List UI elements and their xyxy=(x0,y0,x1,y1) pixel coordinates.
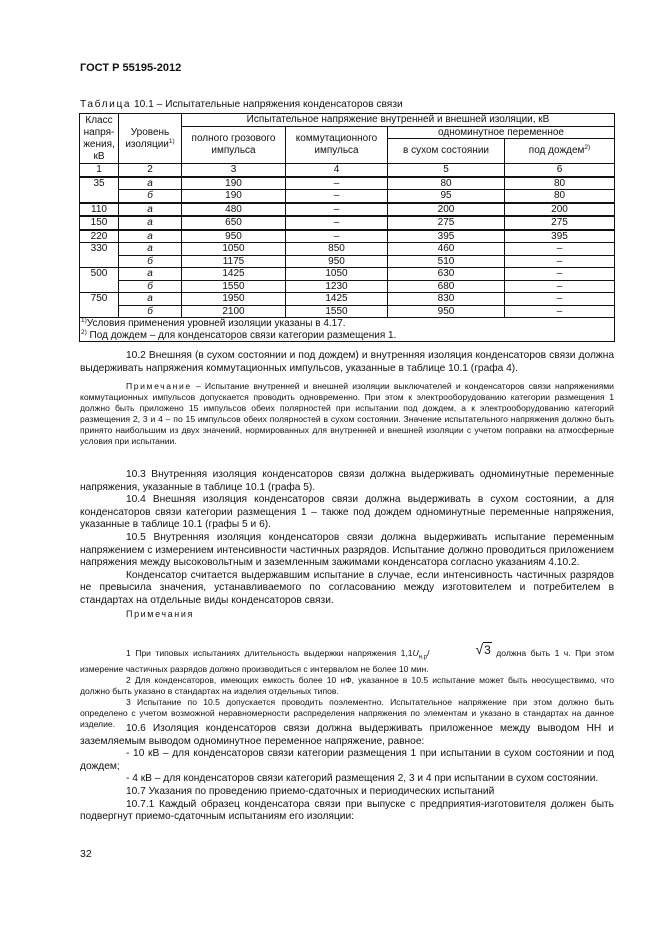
cell-switching: 1050 xyxy=(286,268,388,281)
cell-rain: – xyxy=(505,255,615,268)
cell-rain: – xyxy=(505,293,615,306)
cell-lightning: 1175 xyxy=(182,255,286,268)
cell-switching: 1230 xyxy=(286,280,388,293)
note-10-2: Примечание – Испытание внутренней и внешней изоляции выключателей и конденсаторов связи напряжениями коммутационных импульсов допускается проводить одновременно. При этом к электрооборудованию категории размещения 1 должно быть приложено 15 импульсов обеих полярностей при испытании под дождем, а к электрооборудованию категорий размещения 2, 3 и 4 – по 15 импульсов обеих полярностей в сухом состоянии. Значение испытательного напряжения должно быть принято наибольшим из двух значений, нормированных для внутренней и внешней изоляции с учетом поправки на атмосферные условия при испытании. xyxy=(80,381,614,446)
cell-dry: 630 xyxy=(388,268,505,281)
paragraph-10-5b: Конденсатор считается выдержавшим испытание в случае, если интенсивность частичных разрядов не превысила значения, устанавливаемого по согласованию между изготовителем и потребителем в стандартах на отдельные виды конденсаторов связи. xyxy=(80,569,614,606)
cell-switching: – xyxy=(286,216,388,230)
table-caption xyxy=(80,99,403,110)
header-switching: коммутационного импульса xyxy=(286,126,388,164)
cell-level: а xyxy=(119,230,182,243)
test-voltage-table xyxy=(79,113,615,342)
notes-10-5 xyxy=(80,641,614,730)
header-lightning: полного грозового импульса xyxy=(182,126,286,164)
cell-class: 500 xyxy=(80,268,119,293)
paragraph-10-3: 10.3 Внутренняя изоляция конденсаторов связи должна выдерживать одноминутные переменные напряжения, указанные в таблице 10.1 (графа 5). xyxy=(80,469,614,493)
paragraph-10-4: 10.4 Внешняя изоляция конденсаторов связи должна выдерживать в сухом состоянии, а для конденсаторов связи категории размещения 1 – также под дождем одноминутные переменные напряжения, указанные в таблице 10.1 (графы 5 и 6). xyxy=(80,494,614,531)
paragraph-10-6: 10.6 Изоляция конденсаторов связи должна выдерживать приложенное между выводом НН и заземляемым выводом одноминутное переменное напряжение, равное: xyxy=(80,723,614,747)
table-row xyxy=(80,203,615,217)
cell-dry: 95 xyxy=(388,190,505,203)
cell-lightning: 950 xyxy=(182,230,286,243)
cell-lightning: 1950 xyxy=(182,293,286,306)
header-level: Уровень изоляции$^{1)}$ xyxy=(119,114,182,164)
cell-class: 220 xyxy=(80,230,119,243)
table-row xyxy=(80,177,615,190)
cell-rain: – xyxy=(505,268,615,281)
paragraph-10-2: 10.2 Внешняя (в сухом состоянии и под дождем) и внутренняя изоляция конденсаторов связи должна выдерживать напряжения коммутационных импульсов, указанные в таблице 10.1 (графа 4). xyxy=(80,350,614,374)
cell-switching: 950 xyxy=(286,255,388,268)
col-num: 3 xyxy=(182,164,286,177)
paragraph-10-7: 10.7 Указания по проведению приемо-сдаточных и периодических испытаний xyxy=(126,785,495,797)
cell-rain: 80 xyxy=(505,190,615,203)
cell-dry: 200 xyxy=(388,203,505,217)
table-row xyxy=(80,216,615,230)
cell-lightning: 190 xyxy=(182,190,286,203)
cell-lightning: 1425 xyxy=(182,268,286,281)
table-row xyxy=(80,280,615,293)
footnote-2: $^{2)}$ Под дождем – для конденсаторов связи категории размещения 1. xyxy=(81,328,397,341)
cell-level: б xyxy=(119,190,182,203)
cell-rain: 200 xyxy=(505,203,615,217)
cell-switching: 1550 xyxy=(286,305,388,318)
cell-dry: 275 xyxy=(388,216,505,230)
cell-level: а xyxy=(119,243,182,256)
col-num: 4 xyxy=(286,164,388,177)
document-header: ГОСТ Р 55195-2012 xyxy=(80,62,182,74)
cell-rain: 395 xyxy=(505,230,615,243)
header-class: Класс напря-жения, кВ xyxy=(80,114,119,164)
cell-level: а xyxy=(119,293,182,306)
cell-lightning: 190 xyxy=(182,177,286,190)
cell-level: а xyxy=(119,216,182,230)
header-dry: в сухом состоянии xyxy=(388,139,505,164)
cell-rain: – xyxy=(505,305,615,318)
paragraph-10-5: 10.5 Внутренняя изоляция конденсаторов связи должна выдерживать испытание переменным напряжением с измерением интенсивности частичных разрядов. Испытание должно проводиться приложением напряжения между высоковольтным и заземленным зажимами конденсатора согласно указаниям 4.10.2. xyxy=(80,531,614,569)
col-num: 1 xyxy=(80,164,119,177)
sqrt-symbol: √3 xyxy=(475,641,491,657)
note-2: 2 Для конденсаторов, имеющих емкость более 10 нФ, указанное в 10.5 испытание может быть неосуществимо, что должно быть указано в стандартах на изделия отдельных типов. xyxy=(80,674,614,696)
cell-switching: 1425 xyxy=(286,293,388,306)
note-1: 1 При типовых испытаниях длительность выдержки напряжения $1,1U_{н.р}/$ √3 должна быть 1 ч. При этом измерение частичных разрядов должно производиться с интервалом не более 10 мин. xyxy=(80,641,614,674)
col-num: 2 xyxy=(119,164,182,177)
col-num: 5 xyxy=(388,164,505,177)
cell-level: б xyxy=(119,305,182,318)
cell-level: б xyxy=(119,280,182,293)
cell-rain: 275 xyxy=(505,216,615,230)
table-footnotes xyxy=(80,318,615,342)
paragraph-10-6b: - 4 кВ – для конденсаторов связи категорий размещения 2, 3 и 4 при испытании в сухом состоянии. xyxy=(126,773,599,785)
cell-class: 750 xyxy=(80,293,119,318)
cell-rain: – xyxy=(505,243,615,256)
footnote-1: $^{1)}$Условия применения уровней изоляции указаны в 4.17. xyxy=(81,317,346,329)
cell-dry: 510 xyxy=(388,255,505,268)
paragraph-10-7-1: 10.7.1 Каждый образец конденсатора связи при выпуске с предприятия-изготовителя должен быть подвергнут приемо-сдаточным испытаниям его изоляции: xyxy=(80,798,614,823)
cell-level: а xyxy=(119,177,182,190)
table-row xyxy=(80,190,615,203)
cell-level: а xyxy=(119,268,182,281)
cell-switching: – xyxy=(286,177,388,190)
cell-dry: 680 xyxy=(388,280,505,293)
paragraph-10-6a: - 10 кВ – для конденсаторов связи категории размещения 1 при испытании в сухом состоянии и под дождем; xyxy=(80,748,614,772)
table-row xyxy=(80,230,615,243)
cell-lightning: 650 xyxy=(182,216,286,230)
cell-dry: 80 xyxy=(388,177,505,190)
section-10-6-to-10-7 xyxy=(80,723,614,824)
table-row xyxy=(80,255,615,268)
cell-lightning: 1050 xyxy=(182,243,286,256)
cell-level: а xyxy=(119,203,182,217)
table-caption-label: Таблица xyxy=(80,99,132,110)
header-one-minute: одноминутное переменное xyxy=(388,126,615,139)
cell-class: 150 xyxy=(80,216,119,230)
note-3: 3 Испытание по 10.5 допускается проводить поэлементно. Испытательное напряжение при этом должно быть определено с учетом возможной неравномерности распределения напряжения по элементам и указано в стандартах на данное изделие. xyxy=(80,696,614,729)
table-row xyxy=(80,305,615,318)
header-rain: под дождем$^{2)}$ xyxy=(505,139,615,164)
table-caption-text: 10.1 – Испытательные напряжения конденсаторов связи xyxy=(131,99,403,110)
cell-dry: 950 xyxy=(388,305,505,318)
cell-switching: 850 xyxy=(286,243,388,256)
cell-switching: – xyxy=(286,230,388,243)
cell-dry: 830 xyxy=(388,293,505,306)
cell-lightning: 1550 xyxy=(182,280,286,293)
cell-dry: 460 xyxy=(388,243,505,256)
cell-class: 35 xyxy=(80,177,119,203)
cell-switching: – xyxy=(286,190,388,203)
table-row xyxy=(80,243,615,256)
cell-dry: 395 xyxy=(388,230,505,243)
cell-rain: – xyxy=(505,280,615,293)
cell-lightning: 2100 xyxy=(182,305,286,318)
table-row xyxy=(80,268,615,281)
cell-class: 110 xyxy=(80,203,119,217)
cell-lightning: 480 xyxy=(182,203,286,217)
cell-switching: – xyxy=(286,203,388,217)
column-number-row xyxy=(80,164,615,177)
header-group: Испытательное напряжение внутренней и внешней изоляции, кВ xyxy=(182,114,615,127)
table-row xyxy=(80,293,615,306)
notes-label: Примечания xyxy=(126,608,194,619)
page-number: 32 xyxy=(80,848,92,860)
col-num: 6 xyxy=(505,164,615,177)
cell-class: 330 xyxy=(80,243,119,268)
cell-rain: 80 xyxy=(505,177,615,190)
section-10-3-to-10-5 xyxy=(80,469,614,621)
cell-level: б xyxy=(119,255,182,268)
